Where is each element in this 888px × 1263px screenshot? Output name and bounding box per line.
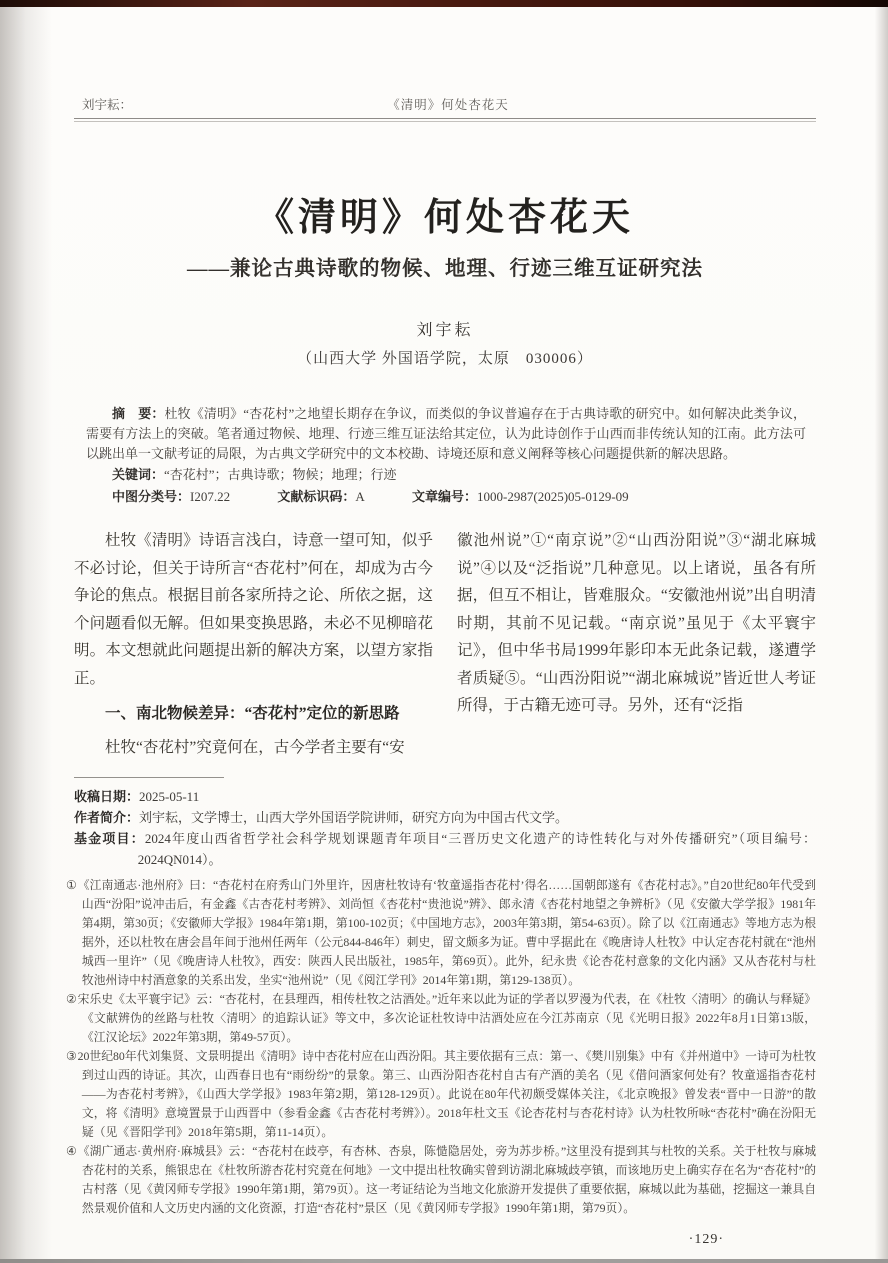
paragraph-continuation: 徽池州说”①“南京说”②“山西汾阳说”③“湖北麻城说”④以及“泛指说”几种意见。以上诸说，虽各有所据，但互不相让，皆难服众。“安徽池州说”出自明清时期，其前不见记载。“南京说”虽见于《太平寰宇记》，但中华书局1999年影印本无此条记载，遂遭学者质疑⑤。“山西汾阳说”“湖北麻城说”皆近世人考证所得，于古籍无迹可寻。另外，还有“泛指 bbox=[457, 532, 816, 714]
body-column-right bbox=[457, 527, 816, 761]
keywords-label: 关键词： bbox=[112, 467, 165, 482]
keywords bbox=[86, 465, 806, 485]
footnote-2: ②宋乐史《太平寰宇记》云：“杏花村，在县理西，相传杜牧之沽酒处。”近年来以此为证的学者以罗漫为代表，在《杜牧〈清明〉的确认与释疑》《文献辨伪的丝路与杜牧〈清明〉的追踪认证》等文中，多次论证杜牧诗中沽酒处应在今江苏南京（见《光明日报》2022年8月1日第13版，《江汉论坛》2022年第3期，第49-57页）。 bbox=[66, 992, 817, 1044]
running-header bbox=[74, 95, 816, 119]
front-matter bbox=[74, 404, 816, 507]
footnote-1: ①《江南通志·池州府》曰：“杏花村在府秀山门外里许，因唐杜牧诗有‘牧童遥指杏花村’得名……国朝郎遂有《杏花村志》。”自20世纪80年代受到山西“汾阳”说冲击后，有金鑫《古杏花村考辨》、刘尚恒《杏花村“贵池说”辨》、郎永清《杏花村地望之争辨析》（见《安徽大学学报》1981年第4期，第30页；《安徽师大学报》1984年第1期，第100-102页；《中国地方志》，2003年第3期，第54-63页）。除了以《江南通志》等地方志为根据外，还以杜牧在唐会昌年间于池州任两年（公元844-846年）刺史，留文颇多为证。曹中孚据此在《晚唐诗人杜牧》中认定杏花村就在“池州城西一里许”（见《晚唐诗人杜牧》，西安：陕西人民出版社，1985年，第69页）。此外，纪永贵《论杏花村意象的文化内涵》又从杏花村与杜牧池州诗中村酒意象的关系出发，坐实“池州说”（见《阅江学刊》2014年第1期，第129-138页）。 bbox=[66, 878, 817, 987]
footnote-separator bbox=[74, 777, 224, 778]
running-header-author: 刘宇耘： bbox=[82, 98, 133, 112]
fund-project: 基金项目：2024年度山西省哲学社会科学规划课题青年项目“三晋历史文化遗产的诗性转化与对外传播研究”（项目编号：2024QN014）。 bbox=[74, 831, 816, 867]
paper-page bbox=[0, 7, 888, 1259]
abstract-label: 摘 要： bbox=[112, 406, 165, 421]
author-name: 刘宇耘 bbox=[416, 322, 474, 339]
header-rule bbox=[74, 121, 816, 122]
page-subtitle: ——兼论古典诗歌的物候、地理、行迹三维互证研究法 bbox=[187, 258, 703, 280]
paragraph-intro: 杜牧《清明》诗语言浅白，诗意一望可知，似乎不必讨论，但关于诗所言“杏花村”何在，却成为古今争论的焦点。根据目前各家所持之论、所依之据，这个问题看似无解。但如果变换思路，未必不见柳暗花明。本文想就此问题提出新的解决方案，以望方家指正。 bbox=[74, 532, 433, 687]
document-code: 文献标识码：A bbox=[277, 489, 365, 504]
page-number: ·129· bbox=[688, 1232, 724, 1247]
abstract-text: 杜牧《清明》“杏花村”之地望长期存在争议，而类似的争议普遍存在于古典诗歌的研究中。如何解决此类争议，需要有方法上的突破。笔者通过物候、地理、行迹三维互证法给其定位，认为此诗创作于山西而非传统认知的江南。此方法可以跳出单一文献考证的局限，为古典文学研究中的文本校勘、诗境还原和意义阐释等核心问题提供新的解决思路。 bbox=[86, 406, 806, 461]
classification-row bbox=[86, 487, 806, 507]
footnotes bbox=[66, 876, 816, 1218]
paragraph-section-start: 杜牧“杏花村”究竟何在，古今学者主要有“安 bbox=[105, 738, 405, 756]
abstract bbox=[86, 404, 806, 464]
body-text bbox=[74, 527, 816, 761]
keywords-text: “杏花村”；古典诗歌；物候；地理；行迹 bbox=[164, 467, 397, 482]
running-header-title: 《清明》何处杏花天 bbox=[387, 98, 509, 112]
section-heading-1: 一、南北物候差异：“杏花村”定位的新思路 bbox=[105, 705, 400, 722]
body-column-left bbox=[74, 527, 433, 761]
footnote-4: ④《湖广通志·黄州府·麻城县》云：“杏花村在歧亭，有杏林、杏泉，陈慥隐居处，旁为苏步桥。”这里没有提到其与杜牧的关系。关于杜牧与麻城杏花村的关系，熊银忠在《杜牧所游杏花村究竟在何地》一文中提出杜牧确实曾到访湖北麻城歧亭镇，而该地历史上确实存在名为“杏花村”的古村落（见《黄冈师专学报》1990年第1期，第79页）。这一考证结论为当地文化旅游开发提供了重要依据，麻城以此为基础，挖掘这一兼具自然景观价值和人文历史内涵的文化资源，打造“杏花村”景区（见《黄冈师专学报》1990年第1期，第79页）。 bbox=[66, 1144, 817, 1215]
author-bio: 作者简介：刘宇耘，文学博士，山西大学外国语学院讲师，研究方向为中国古代文学。 bbox=[74, 810, 569, 825]
scan-bottom-edge bbox=[0, 1259, 888, 1263]
footnote-3: ③20世纪80年代刘集贤、文景明提出《清明》诗中杏花村应在山西汾阳。其主要依据有三点：第一、《樊川别集》中有《并州道中》一诗可为杜牧到过山西的诗证。其次，山西春日也有“雨纷纷”的景象。第三、山西汾阳杏花村自古有产酒的美名（见《借问酒家何处有？牧童遥指杏花村——为杏花村考辨》，《山西大学学报》1983年第2期，第128-129页）。此说在80年代初颇受媒体关注，《北京晚报》曾发表“晋中一日游”的散文，将《清明》意境置景于山西晋中（参看金鑫《古杏花村考辨》）。2018年杜文玉《论杏花村与杏花村诗》认为杜牧所咏“杏花村”确在汾阳无疑（见《晋阳学刊》2018年第5期，第11-14页）。 bbox=[66, 1049, 816, 1139]
author-affiliation: （山西大学 外国语学院，太原 030006） bbox=[297, 351, 593, 367]
scan-binding-strip bbox=[0, 0, 888, 7]
article-id: 文章编号：1000-2987(2025)05-0129-09 bbox=[412, 489, 629, 504]
page-title: 《清明》何处杏花天 bbox=[255, 197, 634, 239]
received-date: 收稿日期：2025-05-11 bbox=[74, 789, 200, 804]
footnote-meta bbox=[74, 786, 816, 870]
clc-number: 中图分类号：I207.22 bbox=[112, 489, 231, 504]
